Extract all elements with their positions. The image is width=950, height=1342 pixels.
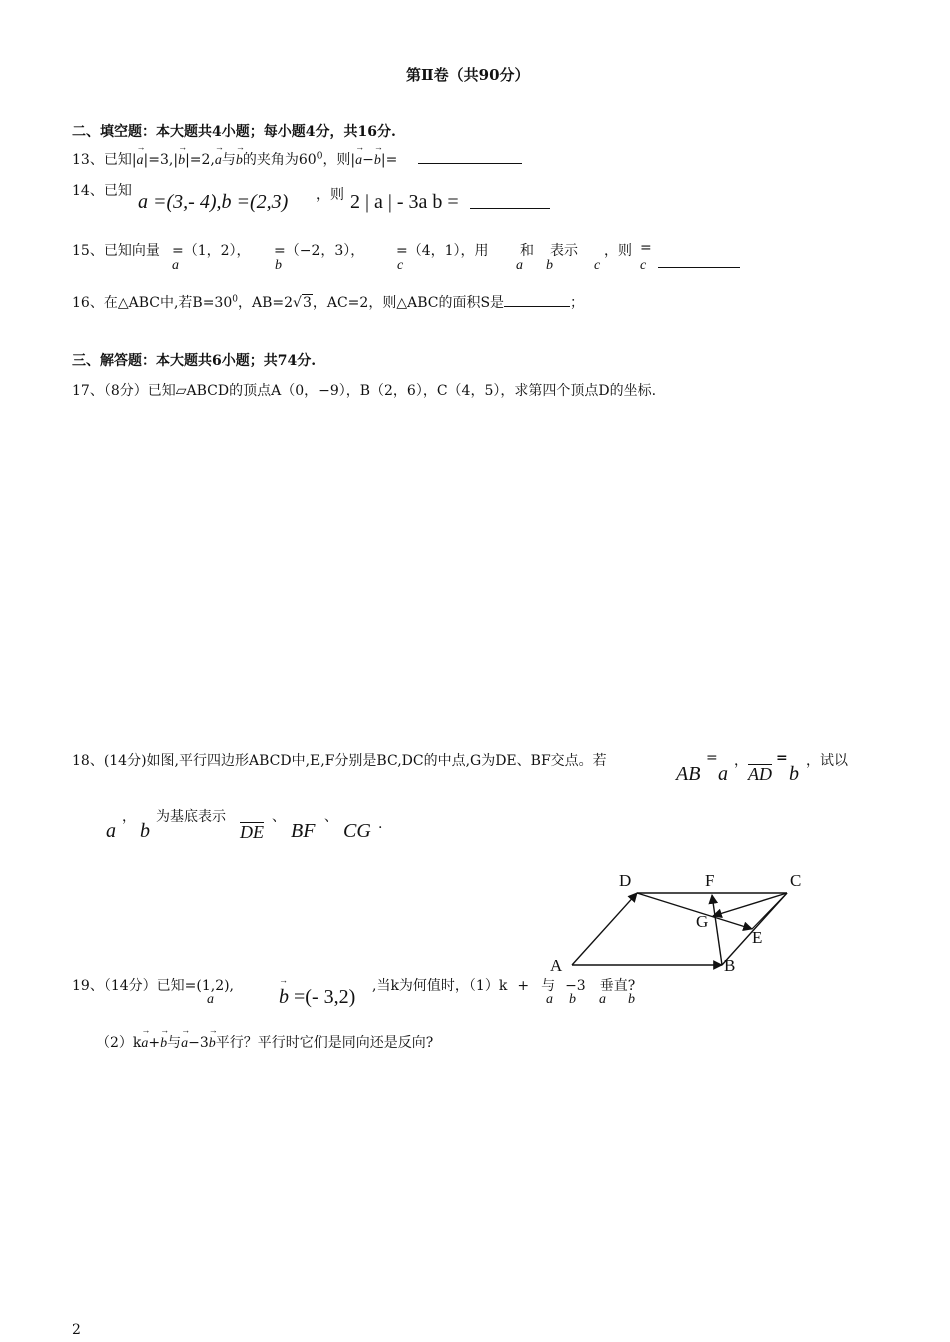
q16-text: ； <box>570 295 585 311</box>
q18-text: ， <box>734 753 748 769</box>
point-A-label: A <box>550 956 563 975</box>
vector-a: a <box>172 258 179 273</box>
q15-text: 和 <box>520 243 534 259</box>
q19-text <box>372 975 635 995</box>
q15-text: 15、已知向量 <box>72 243 160 259</box>
q18-text: ， <box>122 809 136 825</box>
question-17: 17、（8分）已知▱ABCD的顶点A（0，−9），B（2，6），C（4，5），求第四个顶点D的坐标. <box>72 383 657 399</box>
vector-b: → b <box>178 153 185 169</box>
vector-a: a <box>207 992 214 1007</box>
vector-a: → a <box>215 153 222 169</box>
q13-text: 的夹角为60 <box>242 152 317 168</box>
point-B-label: B <box>724 956 736 975</box>
q19-text: =(1,2), <box>184 978 235 994</box>
q19-text: ,当k为何值时，（1）k <box>372 978 508 994</box>
vector-b: b <box>546 258 553 273</box>
degree-mark: 0 <box>232 294 238 305</box>
page-number: 2 <box>72 1322 81 1338</box>
q19-text: 垂直? <box>599 978 636 994</box>
vector-BF-line <box>712 895 722 965</box>
point-G-label: G <box>696 912 709 931</box>
q14-vector-expression: a =(3,- 4),b =(2,3) <box>138 191 289 213</box>
q13-text: 与 <box>221 152 236 168</box>
vector-a: a <box>516 258 523 273</box>
q19-text: （2）k <box>96 1035 142 1051</box>
q18-text: 、 <box>272 809 286 825</box>
q14-text: ，则 <box>316 187 344 203</box>
vector-BF: BF <box>291 820 316 842</box>
vector-DE-line <box>637 893 752 929</box>
answer-blank[interactable] <box>470 208 550 209</box>
vector-b: b <box>628 992 635 1007</box>
q18-text: 、 <box>324 809 338 825</box>
q13-text: |=3,| <box>143 152 179 168</box>
q19-text: −3 <box>188 1035 209 1051</box>
vector-b: → b <box>279 986 289 1009</box>
q16-text: 16、在△ABC中,若B=30 <box>72 295 233 311</box>
vector-AD-line <box>572 893 637 965</box>
vector-DE: DE <box>240 822 264 842</box>
vector-b: → b <box>236 153 243 169</box>
q13-text: 13、已知| <box>72 152 137 168</box>
q13-text: − <box>362 152 374 168</box>
q19-text: 平行？平行时它们是同向还是反向? <box>215 1035 434 1051</box>
q15-text: 表示 <box>550 243 578 259</box>
vector-AD: AD <box>748 764 772 784</box>
q16-text: ，AB=2 <box>237 295 294 311</box>
q15-text: ，则 <box>604 243 632 259</box>
q15-text: = <box>640 240 652 256</box>
vector-b: b <box>789 763 799 785</box>
vector-c: c <box>594 258 601 273</box>
q18-text: . <box>378 816 383 832</box>
question-16 <box>72 292 584 312</box>
vector-a: a <box>599 992 606 1007</box>
sqrt-value: 3 <box>302 295 312 311</box>
degree-mark: 0 <box>316 151 323 162</box>
q19-text: + <box>148 1035 161 1051</box>
vector-a: a <box>106 820 116 842</box>
vector-a: a <box>546 992 553 1007</box>
solve-section-heading: 三、解答题：本大题共6小题；共74分. <box>72 353 317 369</box>
vector-b: → b <box>209 1036 216 1052</box>
vector-a: → a <box>355 153 362 169</box>
question-15 <box>72 240 160 260</box>
vector-a: a <box>718 763 728 785</box>
question-14 <box>72 180 132 200</box>
q13-text: ，则| <box>322 152 356 168</box>
vector-b: b <box>569 992 576 1007</box>
q16-text: ，AC=2，则△ABC的面积S是 <box>312 295 505 311</box>
vector-AB: AB <box>676 763 701 785</box>
vector-a: → a <box>141 1036 148 1052</box>
vector-b: b <box>275 258 282 273</box>
q18-text: = <box>776 750 788 766</box>
q13-text: |=2, <box>185 152 215 168</box>
q15-text: =（−2，3）， <box>274 243 365 259</box>
question-19-line2 <box>96 1032 433 1052</box>
q15-text: =（1，2）， <box>172 243 251 259</box>
q13-text: |= <box>380 152 398 168</box>
point-F-label: F <box>705 871 715 890</box>
question-18-line1: 18、(14分)如图,平行四边形ABCD中,E,F分别是BC,DC的中点,G为DE、BF交点。若 <box>72 753 607 769</box>
answer-blank[interactable] <box>658 267 740 268</box>
q18-text: ，试以 <box>806 753 848 769</box>
vector-b: → b <box>160 1036 167 1052</box>
q19-text: −3 <box>565 978 586 994</box>
question-13 <box>72 149 522 169</box>
q18-text: 为基底表示 <box>156 809 226 825</box>
vector-a: → a <box>181 1036 188 1052</box>
q15-text: =（4，1），用 <box>396 243 489 259</box>
vector-b: b <box>140 820 150 842</box>
point-D-label: D <box>619 871 632 890</box>
q19-text: 19、（14分）已知 <box>72 978 185 994</box>
vector-c: c <box>397 258 404 273</box>
q14-target-expression: 2 | a | - 3a b = <box>350 191 459 213</box>
parallelogram-figure <box>540 866 820 978</box>
q19-vector-b-expression: → b =(- 3,2) <box>279 986 355 1009</box>
vector-CG: CG <box>343 820 371 842</box>
vector-a: → a <box>137 153 144 169</box>
point-E-label: E <box>752 928 763 947</box>
fill-in-section-heading: 二、填空题：本大题共4小题；每小题4分，共16分. <box>72 124 396 140</box>
q18-text: = <box>706 750 718 766</box>
q19-text: 与 <box>541 978 556 994</box>
q19-text: 与 <box>167 1035 182 1051</box>
sqrt-sign: √ <box>293 295 302 311</box>
vector-b: → b <box>374 153 381 169</box>
answer-blank[interactable] <box>504 306 570 307</box>
q14-text: 14、已知 <box>72 183 132 199</box>
answer-blank[interactable] <box>418 163 522 164</box>
paper-part-title: 第Ⅱ卷（共90分） <box>406 66 530 84</box>
q19-text: + <box>517 978 530 994</box>
point-C-label: C <box>790 871 802 890</box>
vector-c: c <box>640 258 647 273</box>
